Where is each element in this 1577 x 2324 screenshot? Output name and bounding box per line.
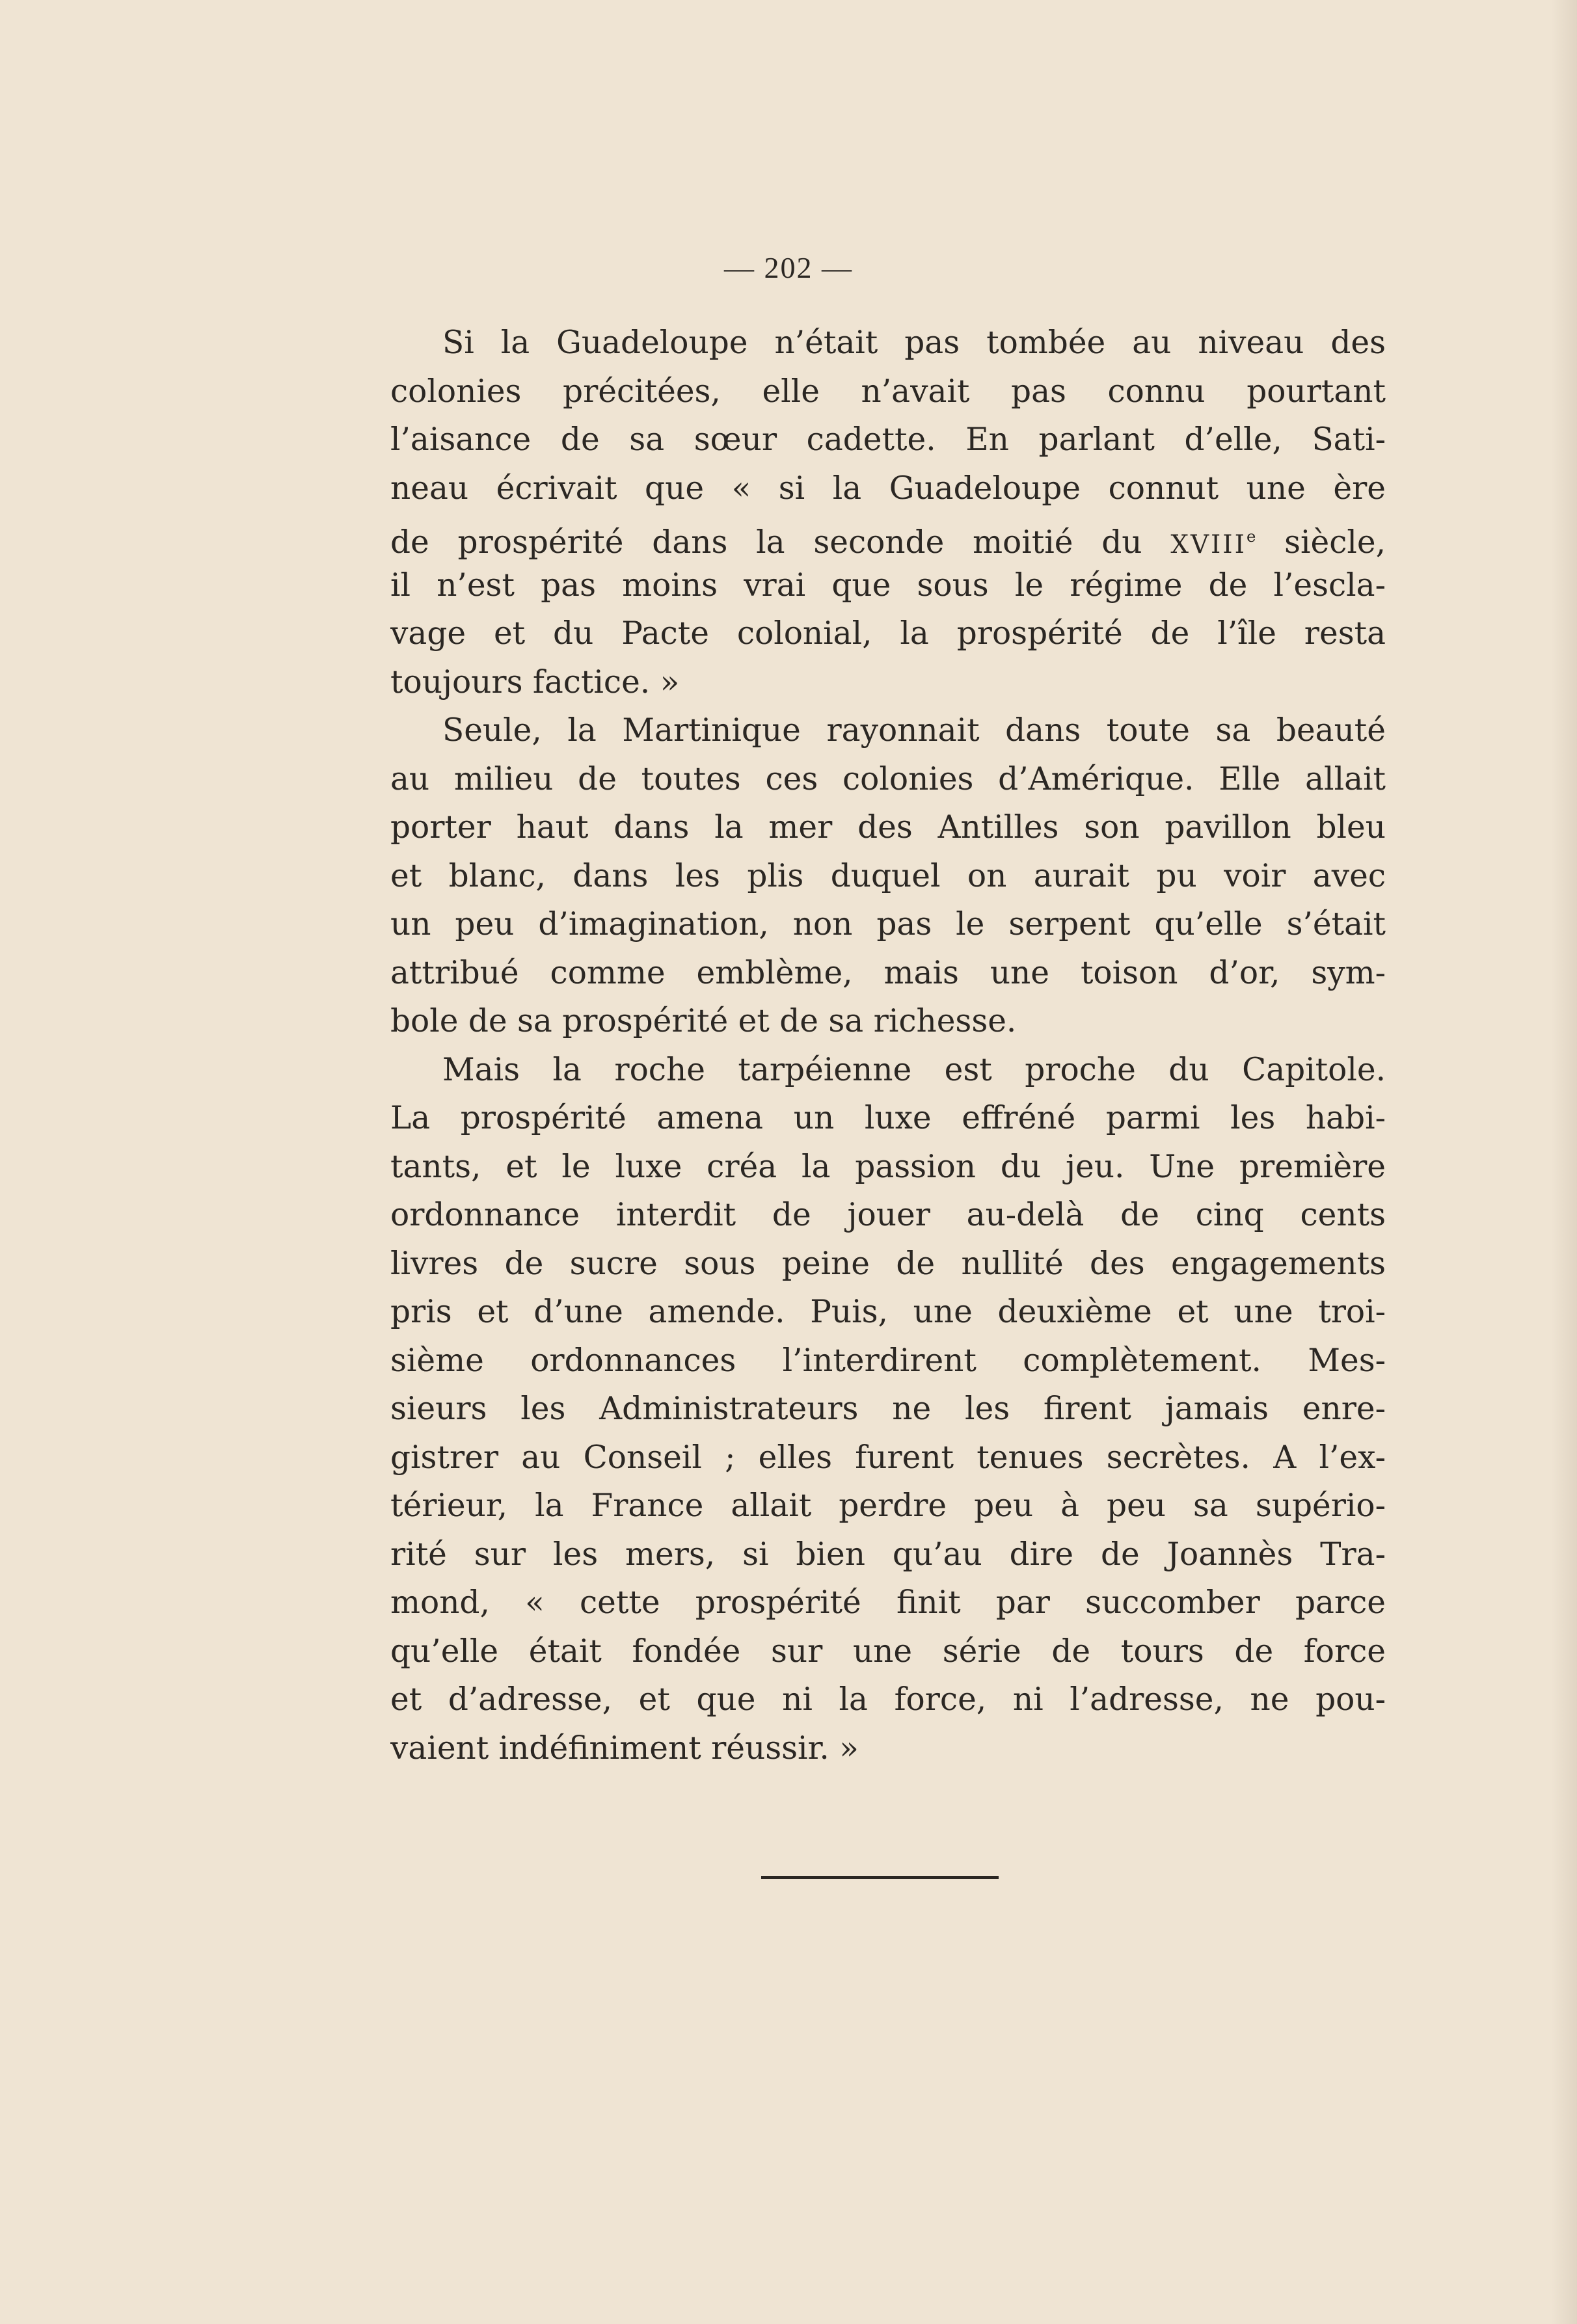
text-line-content: Mais la roche tarpéienne est proche du Capitole. bbox=[442, 1051, 1386, 1088]
text-line-content: tants, et le luxe créa la passion du jeu. Une première bbox=[390, 1148, 1386, 1185]
text-line bbox=[390, 561, 1386, 610]
text-line bbox=[390, 513, 1386, 561]
text-line-content: au milieu de toutes ces colonies d’Amérique. Elle allait bbox=[390, 760, 1386, 797]
text-line bbox=[390, 1094, 1386, 1143]
text-line-content: l’aisance de sa sœur cadette. En parlant d’elle, Sati- bbox=[390, 421, 1386, 458]
text-line-content: rité sur les mers, si bien qu’au dire de Joannès Tra- bbox=[390, 1536, 1386, 1573]
text-line bbox=[390, 949, 1386, 998]
text-line-content: mond, « cette prospérité finit par succomber parce bbox=[390, 1584, 1386, 1621]
text-line-content: ordonnance interdit de jouer au-delà de cinq cents bbox=[390, 1197, 1386, 1233]
text-line-content: Si la Guadeloupe n’était pas tombée au niveau des bbox=[442, 325, 1386, 361]
text-line-content: térieur, la France allait perdre peu à peu sa supério- bbox=[390, 1488, 1386, 1524]
page-edge-shadow bbox=[1551, 0, 1577, 2324]
text-line-content: gistrer au Conseil ; elles furent tenues secrètes. A l’ex- bbox=[390, 1439, 1386, 1476]
text-line-tail: siècle, bbox=[1256, 524, 1386, 561]
text-line bbox=[390, 319, 1386, 367]
text-line bbox=[390, 1482, 1386, 1530]
text-line-content: et d’adresse, et que ni la force, ni l’adresse, ne pou- bbox=[390, 1681, 1386, 1718]
text-line bbox=[390, 1385, 1386, 1434]
text-line bbox=[390, 609, 1386, 658]
text-line bbox=[390, 1627, 1386, 1676]
page-number: — 202 — bbox=[724, 251, 853, 284]
text-line-content: vage et du Pacte colonial, la prospérité de l’île resta bbox=[390, 615, 1386, 652]
text-line bbox=[390, 900, 1386, 949]
text-line-content: sieurs les Administrateurs ne les firent jamais enre- bbox=[390, 1391, 1386, 1427]
text-line-content: il n’est pas moins vrai que sous le régime de l’escla- bbox=[390, 567, 1386, 604]
end-rule bbox=[761, 1876, 999, 1879]
text-line bbox=[390, 464, 1386, 513]
text-line bbox=[390, 1530, 1386, 1579]
text-line-content: vaient indéfiniment réussir. » bbox=[390, 1730, 859, 1767]
body-text bbox=[390, 319, 1386, 1772]
text-line bbox=[390, 803, 1386, 852]
text-line bbox=[390, 1434, 1386, 1482]
text-line-content: de prospérité dans la seconde moitié du bbox=[390, 524, 1171, 561]
text-line-content: colonies précitées, elle n’avait pas connu pourtant bbox=[390, 373, 1386, 410]
text-line bbox=[390, 1143, 1386, 1192]
text-line-content: toujours factice. » bbox=[390, 663, 680, 701]
text-line bbox=[390, 755, 1386, 804]
text-line-content: attribué comme emblème, mais une toison d’or, sym- bbox=[390, 954, 1386, 991]
text-line-content: qu’elle était fondée sur une série de tours de force bbox=[390, 1633, 1386, 1670]
text-line bbox=[390, 1046, 1386, 1095]
text-line bbox=[390, 416, 1386, 464]
text-line bbox=[390, 1676, 1386, 1724]
text-line bbox=[390, 1288, 1386, 1337]
text-line-content: sième ordonnances l’interdirent complètement. Mes- bbox=[390, 1342, 1386, 1379]
century-numeral: XVIII bbox=[1170, 530, 1247, 560]
text-line-content: Seule, la Martinique rayonnait dans toute sa beauté bbox=[442, 712, 1386, 749]
text-line-content: porter haut dans la mer des Antilles son pavillon bleu bbox=[390, 809, 1386, 846]
text-line bbox=[390, 1724, 1386, 1773]
text-line-content: un peu d’imagination, non pas le serpent qu’elle s’était bbox=[390, 906, 1386, 942]
text-line bbox=[390, 706, 1386, 755]
text-line bbox=[390, 658, 1386, 707]
text-line bbox=[390, 997, 1386, 1046]
text-line bbox=[390, 367, 1386, 416]
text-line-content: pris et d’une amende. Puis, une deuxième et une troi- bbox=[390, 1294, 1386, 1330]
text-line bbox=[390, 1579, 1386, 1627]
text-line bbox=[390, 852, 1386, 901]
text-line-content: La prospérité amena un luxe effréné parmi les habi- bbox=[390, 1100, 1386, 1136]
text-line-content: neau écrivait que « si la Guadeloupe connut une ère bbox=[390, 470, 1386, 507]
text-line-content: et blanc, dans les plis duquel on aurait pu voir avec bbox=[390, 857, 1386, 894]
text-line bbox=[390, 1337, 1386, 1385]
text-line bbox=[390, 1240, 1386, 1289]
text-line bbox=[390, 1191, 1386, 1240]
text-line-content: bole de sa prospérité et de sa richesse. bbox=[390, 1003, 1017, 1039]
text-line-content: livres de sucre sous peine de nullité des engagements bbox=[390, 1245, 1386, 1282]
century-superscript: e bbox=[1246, 527, 1256, 546]
